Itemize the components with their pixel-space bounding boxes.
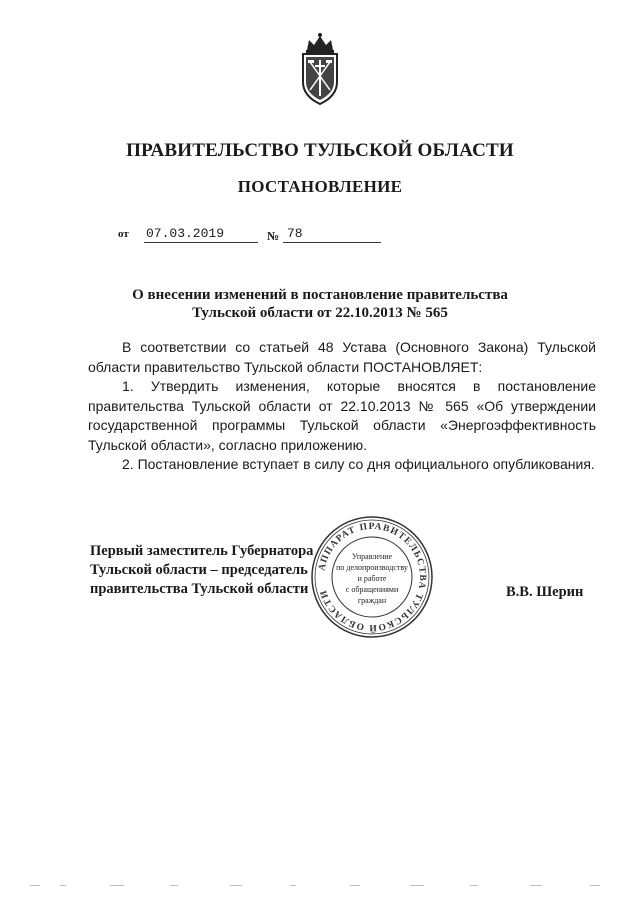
date-value: 07.03.2019 (144, 226, 258, 243)
stamp-center-line-1: Управление (351, 552, 393, 561)
body-paragraph-3: 2. Постановление вступает в силу со дня официального опубликования. (122, 456, 595, 472)
signatory-position (90, 542, 313, 599)
subject-line-1: О внесении изменений в постановление правительства (132, 287, 508, 303)
document-body (88, 338, 596, 475)
position-line-2: Тульской области – председатель (90, 562, 308, 578)
scan-artifact-dots (0, 882, 640, 890)
date-label: от (118, 228, 129, 240)
document-type: ПОСТАНОВЛЕНИЕ (237, 177, 403, 196)
stamp-center-line-5: граждан (357, 596, 387, 605)
position-line-3: правительства Тульской области (90, 581, 309, 597)
position-line-1: Первый заместитель Губернатора (90, 543, 314, 559)
number-label: № (267, 229, 280, 243)
coat-of-arms-emblem (295, 32, 345, 106)
stamp-center-line-3: и работе (357, 574, 387, 583)
stamp-center-line-2: по делопроизводству (336, 563, 408, 572)
document-subject (100, 286, 540, 322)
stamp-ring-text: АППАРАТ ПРАВИТЕЛЬСТВА ТУЛЬСКОЙ ОБЛАСТИ (317, 521, 428, 633)
org-title: ПРАВИТЕЛЬСТВО ТУЛЬСКОЙ ОБЛАСТИ (126, 140, 514, 161)
official-stamp (310, 515, 434, 639)
body-paragraph-1: В соответствии со статьей 48 Устава (Основного Закона) Тульской области правительство Тульской области ПОСТАНОВЛЯЕТ: (88, 339, 596, 375)
stamp-center-line-4: с обращениями (345, 585, 399, 594)
subject-line-2: Тульской области от 22.10.2013 № 565 (192, 305, 448, 321)
body-paragraph-2: 1. Утвердить изменения, которые вносятся в постановление правительства Тульской области от 22.10.2013 № 565 «Об утверждении государственной программы Тульской области «Энергоэффективность Тульской области», согласно приложению. (88, 378, 596, 453)
signatory-name: В.В. Шерин (506, 584, 584, 600)
number-value: 78 (283, 226, 381, 243)
